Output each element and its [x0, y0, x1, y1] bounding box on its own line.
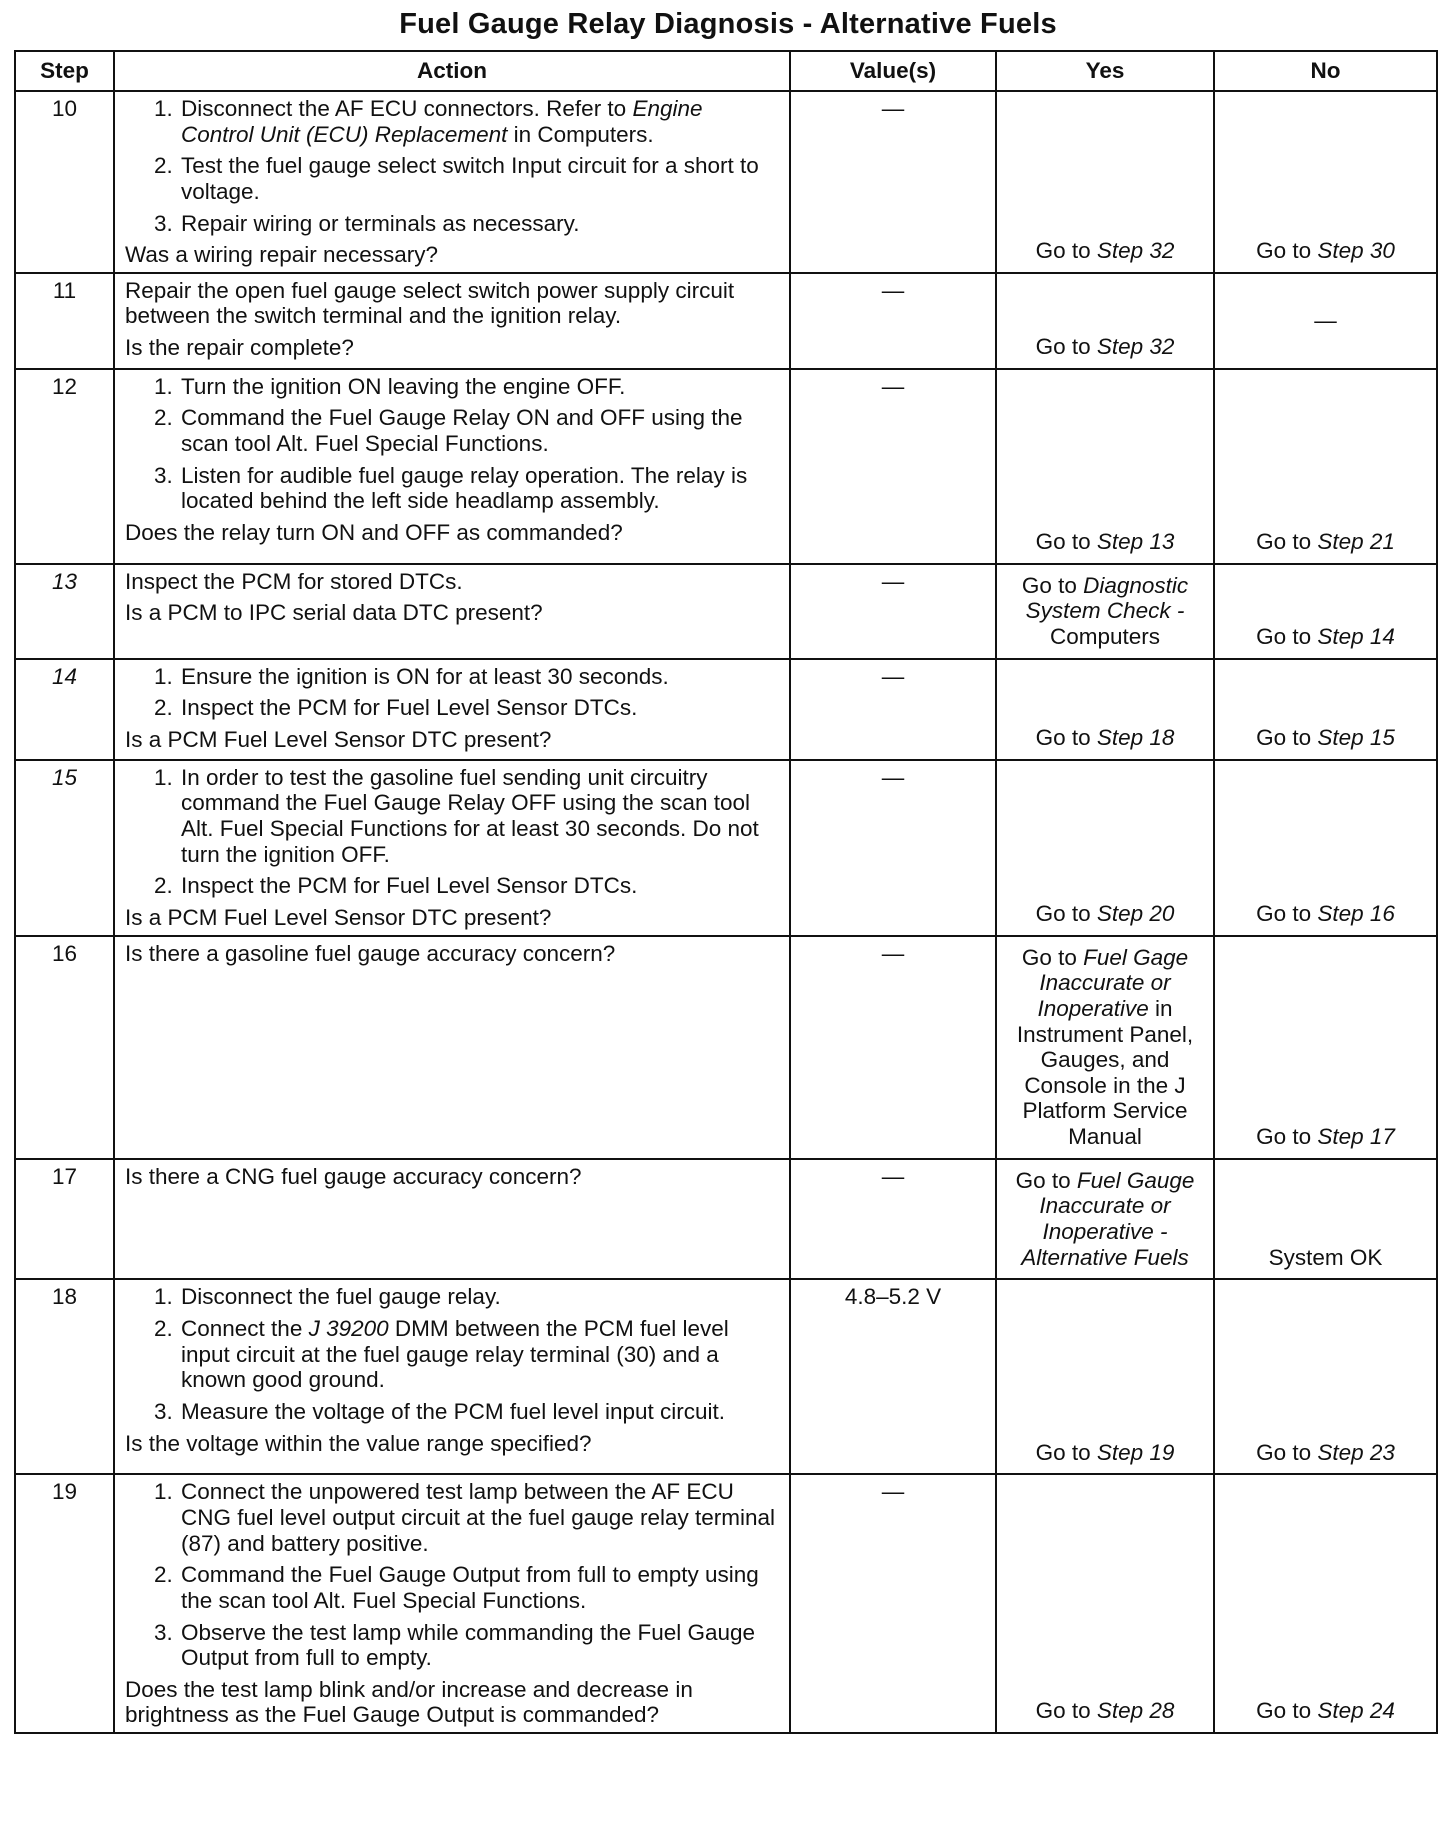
action-cell — [114, 1474, 790, 1733]
action-step-item — [179, 1620, 779, 1671]
action-step-item — [179, 873, 779, 899]
value-cell: — — [790, 369, 996, 564]
no-result — [1225, 569, 1426, 654]
yes-cell — [996, 1474, 1214, 1733]
header-yes: Yes — [996, 51, 1214, 91]
yes-result — [1007, 1479, 1203, 1728]
no-result-text — [1256, 238, 1395, 264]
header-step: Step — [15, 51, 114, 91]
action-steps — [125, 664, 779, 721]
no-result-segment: Step 24 — [1317, 1698, 1395, 1724]
no-result-text — [1314, 308, 1337, 334]
no-cell — [1214, 91, 1437, 273]
action-text: Repair the open fuel gauge select switch power supply circuit between the switch terminal and the ignition relay. — [125, 277, 735, 329]
yes-result — [1007, 278, 1203, 364]
action-step-segment: Inspect the PCM for Fuel Level Sensor DTCs. — [181, 695, 638, 721]
no-result-segment: Step 21 — [1317, 529, 1395, 555]
table-row — [15, 564, 1437, 659]
action-steps — [125, 1284, 779, 1424]
yes-cell — [996, 369, 1214, 564]
action-step-item — [179, 1562, 779, 1613]
step-number: 12 — [15, 369, 114, 564]
action-question: Is the voltage within the value range specified? — [125, 1430, 592, 1456]
yes-result-segment: Go to — [1021, 944, 1084, 970]
action-step-segment: Disconnect the AF ECU connectors. Refer to — [181, 96, 633, 121]
action-step-item — [179, 695, 779, 721]
action-step-item — [179, 1284, 779, 1310]
table-header-row — [15, 51, 1437, 91]
yes-cell — [996, 760, 1214, 936]
action-question: Is a PCM Fuel Level Sensor DTC present? — [125, 727, 552, 753]
table-row — [15, 1159, 1437, 1280]
yes-cell — [996, 1279, 1214, 1474]
no-result-segment: Go to — [1256, 900, 1318, 926]
action-cell — [114, 564, 790, 659]
yes-result-segment: Diagnostic System Check - — [1025, 572, 1189, 624]
yes-result-text — [1036, 1440, 1175, 1466]
action-step-item — [179, 1316, 779, 1393]
action-step-segment: Repair wiring or terminals as necessary. — [181, 210, 580, 236]
yes-result-segment: Go to — [1035, 900, 1097, 926]
no-result — [1225, 664, 1426, 755]
no-result-segment: Go to — [1256, 238, 1318, 264]
value-cell: 4.8–5.2 V — [790, 1279, 996, 1474]
action-question: Is the repair complete? — [125, 335, 354, 361]
action-step-segment: in Computers. — [507, 121, 654, 147]
header-no: No — [1214, 51, 1437, 91]
step-number: 17 — [15, 1159, 114, 1280]
yes-result-text — [1036, 1698, 1175, 1724]
action-step-item — [179, 1399, 779, 1425]
action-step-item — [179, 374, 779, 400]
action-step-item — [179, 211, 779, 237]
step-number: 18 — [15, 1279, 114, 1474]
no-result — [1225, 96, 1426, 268]
no-result-segment: Go to — [1256, 1698, 1318, 1724]
no-result-segment: Step 23 — [1317, 1439, 1395, 1465]
no-result — [1225, 1164, 1426, 1275]
yes-cell — [996, 91, 1214, 273]
value-cell: — — [790, 936, 996, 1159]
no-result-text — [1256, 529, 1395, 555]
action-step-segment: Inspect the PCM for Fuel Level Sensor DTCs. — [181, 873, 638, 899]
step-number: 15 — [15, 760, 114, 936]
yes-cell — [996, 659, 1214, 760]
yes-result-segment: Step 19 — [1096, 1439, 1175, 1465]
no-result — [1225, 941, 1426, 1154]
step-number: 14 — [15, 659, 114, 760]
no-result-text — [1256, 901, 1395, 927]
value-cell: — — [790, 760, 996, 936]
action-step-segment: Command the Fuel Gauge Output from full to empty using the scan tool Alt. Fuel Special Functions. — [181, 1562, 759, 1613]
value-cell: — — [790, 1474, 996, 1733]
page-title: Fuel Gauge Relay Diagnosis - Alternative Fuels — [399, 8, 1057, 40]
yes-result-segment: Go to — [1021, 572, 1084, 598]
yes-result-segment: Step 28 — [1096, 1698, 1175, 1724]
no-result-text — [1256, 1124, 1395, 1150]
value-cell: — — [790, 273, 996, 369]
action-question: Does the relay turn ON and OFF as commanded? — [125, 520, 623, 546]
action-step-item — [179, 664, 779, 690]
action-steps — [125, 1479, 779, 1670]
no-result — [1225, 374, 1426, 559]
no-result-segment: Go to — [1256, 624, 1318, 650]
yes-result-segment: Go to — [1015, 1167, 1077, 1193]
yes-result — [1007, 1284, 1203, 1469]
action-step-item — [179, 463, 779, 514]
action-steps — [125, 374, 779, 514]
action-cell — [114, 273, 790, 369]
yes-result — [1007, 664, 1203, 755]
yes-result-text — [1036, 725, 1175, 751]
yes-cell — [996, 1159, 1214, 1280]
yes-result-segment: Go to — [1035, 1698, 1097, 1724]
step-number: 19 — [15, 1474, 114, 1733]
yes-result-segment: in Instrument Panel, Gauges, and Console in the J Platform Service Manual — [1016, 995, 1194, 1150]
action-step-segment: Disconnect the fuel gauge relay. — [181, 1284, 501, 1310]
table-row — [15, 936, 1437, 1159]
yes-result — [1007, 941, 1203, 1154]
action-step-segment: Command the Fuel Gauge Relay ON and OFF using the scan tool Alt. Fuel Special Functions. — [181, 405, 743, 457]
action-step-segment: Test the fuel gauge select switch Input circuit for a short to voltage. — [181, 153, 759, 204]
action-step-item — [179, 405, 779, 456]
yes-result — [1007, 569, 1203, 654]
yes-result-segment: Step 32 — [1096, 334, 1175, 360]
no-result — [1225, 1284, 1426, 1469]
yes-result-text — [1036, 529, 1175, 555]
no-result-text — [1256, 725, 1395, 751]
no-result — [1225, 1479, 1426, 1728]
step-number: 16 — [15, 936, 114, 1159]
no-cell — [1214, 1474, 1437, 1733]
action-step-segment: Ensure the ignition is ON for at least 30 seconds. — [181, 663, 669, 689]
no-cell — [1214, 659, 1437, 760]
action-cell — [114, 369, 790, 564]
no-result-text — [1269, 1245, 1383, 1271]
header-action: Action — [114, 51, 790, 91]
yes-result-text — [1036, 238, 1175, 264]
action-step-segment: Turn the ignition ON leaving the engine OFF. — [181, 373, 626, 399]
action-steps — [125, 765, 779, 899]
action-cell — [114, 760, 790, 936]
no-result-text — [1256, 1698, 1395, 1724]
no-result-text — [1256, 624, 1395, 650]
yes-result-segment: Fuel Gage Inaccurate or Inoperative — [1037, 944, 1189, 1021]
no-result-segment: Go to — [1256, 1124, 1318, 1150]
yes-result-segment: Fuel Gauge Inaccurate or Inoperative - Alternative Fuels — [1021, 1167, 1195, 1270]
no-cell — [1214, 1279, 1437, 1474]
table-row — [15, 91, 1437, 273]
action-step-item — [179, 153, 779, 204]
action-steps — [125, 96, 779, 236]
no-cell — [1214, 1159, 1437, 1280]
action-step-segment: Connect the — [181, 1315, 309, 1341]
action-step-segment: Engine Control Unit (ECU) Replacement — [181, 96, 703, 147]
yes-result-segment: Step 20 — [1096, 900, 1175, 926]
action-step-segment: Listen for audible fuel gauge relay operation. The relay is located behind the left side headlamp assembly. — [181, 462, 748, 514]
no-result-segment: Step 14 — [1317, 624, 1395, 650]
no-result-segment: Step 30 — [1317, 238, 1395, 264]
diagnosis-table — [14, 50, 1438, 1734]
action-question: Is a PCM Fuel Level Sensor DTC present? — [125, 904, 552, 930]
yes-result-segment: Go to — [1035, 334, 1097, 360]
no-result — [1225, 765, 1426, 931]
yes-result-segment: Step 18 — [1096, 725, 1175, 751]
action-cell — [114, 1159, 790, 1280]
yes-result — [1007, 96, 1203, 268]
action-step-segment: Connect the unpowered test lamp between the AF ECU CNG fuel level output circuit at the fuel gauge relay terminal (87) and battery positive. — [181, 1479, 776, 1556]
value-cell: — — [790, 91, 996, 273]
action-step-segment: Observe the test lamp while commanding the Fuel Gauge Output from full to empty. — [181, 1619, 756, 1671]
yes-result-segment: Go to — [1035, 529, 1097, 555]
no-cell — [1214, 936, 1437, 1159]
no-cell — [1214, 369, 1437, 564]
yes-result-segment: Go to — [1035, 238, 1097, 264]
value-cell: — — [790, 564, 996, 659]
no-result-segment: Step 15 — [1317, 725, 1395, 751]
action-question: Does the test lamp blink and/or increase and decrease in brightness as the Fuel Gauge Output is commanded? — [125, 1676, 693, 1728]
yes-result-segment: Go to — [1035, 1439, 1097, 1465]
no-result — [1225, 278, 1426, 364]
action-step-segment: DMM between the PCM fuel level input circuit at the fuel gauge relay terminal (30) and a known good ground. — [181, 1315, 729, 1393]
yes-result-text — [1015, 573, 1195, 650]
action-step-item — [179, 1479, 779, 1556]
value-cell: — — [790, 1159, 996, 1280]
action-step-segment: In order to test the gasoline fuel sending unit circuitry command the Fuel Gauge Relay OFF using the scan tool Alt. Fuel Special Functions for at least 30 seconds. Do not turn the ignition OFF. — [181, 764, 759, 867]
no-cell — [1214, 760, 1437, 936]
no-result-segment: Go to — [1256, 725, 1318, 751]
no-result-segment: — — [1314, 308, 1337, 334]
step-number: 10 — [15, 91, 114, 273]
no-result-segment: Step 17 — [1317, 1124, 1395, 1150]
action-cell — [114, 936, 790, 1159]
yes-result-segment: Step 32 — [1096, 238, 1175, 264]
table-row — [15, 1474, 1437, 1733]
yes-result-segment: Computers — [1049, 624, 1161, 650]
step-number: 11 — [15, 273, 114, 369]
action-step-item — [179, 765, 779, 868]
action-cell — [114, 1279, 790, 1474]
no-result-text — [1256, 1440, 1395, 1466]
no-result-segment: System OK — [1268, 1244, 1383, 1270]
table-row — [15, 760, 1437, 936]
action-question: Was a wiring repair necessary? — [125, 242, 439, 268]
yes-cell — [996, 273, 1214, 369]
action-step-segment: Measure the voltage of the PCM fuel level input circuit. — [181, 1398, 726, 1424]
table-row — [15, 273, 1437, 369]
no-cell — [1214, 564, 1437, 659]
action-text: Is there a CNG fuel gauge accuracy concern? — [125, 1163, 582, 1189]
table-row — [15, 369, 1437, 564]
action-question: Is a PCM to IPC serial data DTC present? — [125, 600, 543, 626]
header-values: Value(s) — [790, 51, 996, 91]
table-row — [15, 1279, 1437, 1474]
action-step-segment: J 39200 — [308, 1315, 389, 1341]
yes-result — [1007, 765, 1203, 931]
action-step-item — [179, 96, 779, 147]
action-text: Inspect the PCM for stored DTCs. — [125, 568, 463, 594]
yes-result-segment: Go to — [1035, 725, 1097, 751]
no-result-segment: Step 16 — [1317, 900, 1395, 926]
table-row — [15, 659, 1437, 760]
yes-result — [1007, 374, 1203, 559]
no-result-segment: Go to — [1256, 529, 1318, 555]
action-cell — [114, 659, 790, 760]
action-cell — [114, 91, 790, 273]
yes-result-text — [1015, 1168, 1195, 1271]
no-cell — [1214, 273, 1437, 369]
yes-cell — [996, 936, 1214, 1159]
yes-result-text — [1036, 334, 1175, 360]
yes-cell — [996, 564, 1214, 659]
yes-result-text — [1015, 945, 1195, 1150]
yes-result-segment: Step 13 — [1096, 529, 1175, 555]
yes-result — [1007, 1164, 1203, 1275]
step-number: 13 — [15, 564, 114, 659]
no-result-segment: Go to — [1256, 1439, 1318, 1465]
value-cell: — — [790, 659, 996, 760]
yes-result-text — [1036, 901, 1175, 927]
action-text: Is there a gasoline fuel gauge accuracy concern? — [125, 940, 616, 966]
